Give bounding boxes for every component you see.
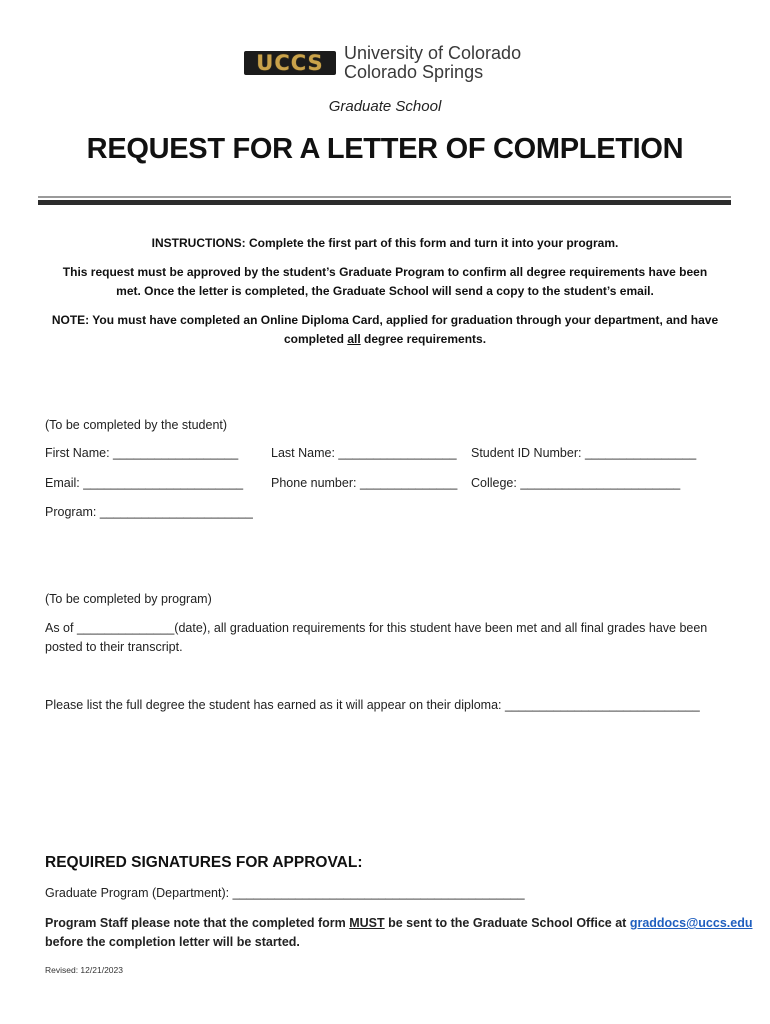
email-field[interactable]: Email: _______________________	[45, 476, 244, 490]
submission-note-text-mid: be sent to the Graduate School Office at	[384, 916, 630, 930]
student-id-field[interactable]: Student ID Number: ________________	[471, 446, 697, 460]
first-name-field[interactable]: First Name: __________________	[45, 446, 239, 460]
uccs-logo-mark-text: UCCS	[256, 50, 324, 75]
program-field[interactable]: Program: ______________________	[45, 505, 253, 519]
degree-name-field[interactable]: Please list the full degree the student has earned as it will appear on their diploma: ____________________________	[45, 698, 700, 712]
college-field[interactable]: College: _______________________	[471, 476, 681, 490]
university-name	[344, 44, 521, 82]
phone-field[interactable]: Phone number: ______________	[271, 476, 458, 490]
student-section-heading: (To be completed by the student)	[45, 418, 228, 432]
uccs-logo	[244, 44, 534, 86]
submission-note-text: Program Staff please note that the completed form	[45, 916, 350, 930]
approval-note-line1: This request must be approved by the student’s Graduate Program to confirm all degree requirements have been	[62, 265, 708, 279]
requirements-note-text: completed	[283, 332, 348, 346]
revised-date: Revised: 12/21/2023	[45, 965, 123, 975]
header-divider-thick	[38, 200, 731, 205]
page-subtitle: Graduate School	[328, 98, 442, 115]
requirements-note-line2	[0, 330, 770, 349]
requirements-note-line1: NOTE: You must have completed an Online Diploma Card, applied for graduation through your department, and have	[51, 313, 719, 327]
requirements-note-emphasis: all	[347, 332, 361, 346]
completion-date-statement-line2: posted to their transcript.	[45, 640, 183, 654]
submission-note-line1	[45, 916, 752, 930]
header-divider-thin	[38, 196, 731, 198]
submission-note-must: MUST	[349, 916, 385, 930]
submission-note-line2: before the completion letter will be started.	[45, 935, 300, 949]
instructions-line: INSTRUCTIONS: Complete the first part of this form and turn it into your program.	[151, 236, 619, 250]
completion-date-statement-line1[interactable]: As of ______________(date), all graduation requirements for this student have been met and all final grades have been	[45, 621, 708, 635]
graduate-program-signature-field[interactable]: Graduate Program (Department): __________________________________________	[45, 886, 525, 900]
last-name-field[interactable]: Last Name: _________________	[271, 446, 457, 460]
university-name-line1: University of Colorado	[344, 43, 522, 63]
graduate-school-email-link[interactable]: graddocs@uccs.edu	[629, 916, 753, 930]
university-name-line2: Colorado Springs	[344, 62, 484, 82]
signatures-heading: REQUIRED SIGNATURES FOR APPROVAL:	[45, 854, 363, 871]
approval-note-line2: met. Once the letter is completed, the Graduate School will send a copy to the student’s email.	[116, 284, 654, 298]
uccs-logo-mark	[244, 51, 336, 75]
requirements-note-text-end: degree requirements.	[360, 332, 487, 346]
program-section-heading: (To be completed by program)	[45, 592, 212, 606]
page-title: REQUEST FOR A LETTER OF COMPLETION	[86, 133, 684, 165]
